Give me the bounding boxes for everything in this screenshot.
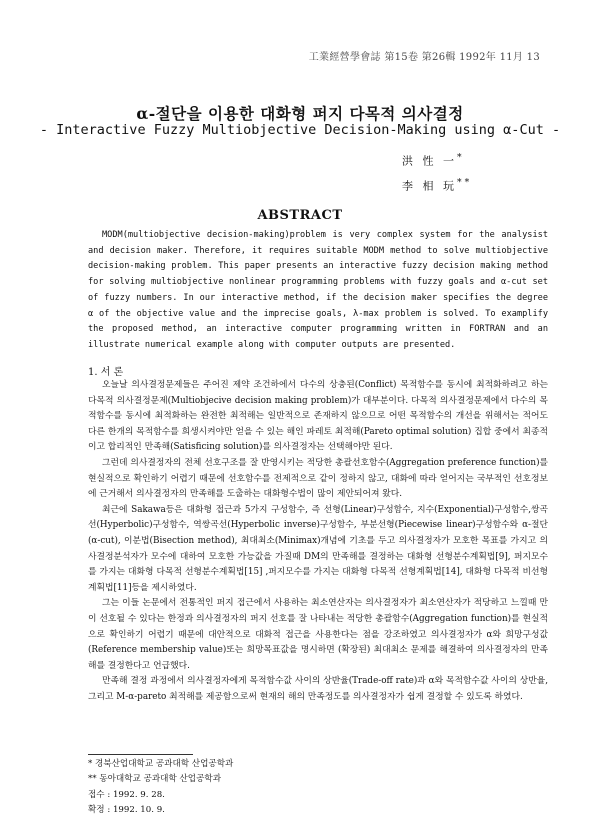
author-2-name: 李 相 玩	[402, 179, 457, 193]
author-2-mark: **	[457, 177, 473, 188]
title-english: - Interactive Fuzzy Multiobjective Decision-Making using α-Cut -	[39, 122, 561, 138]
author-1-name: 洪 性 一	[402, 154, 457, 168]
journal-header: 工業經營學會誌 第15卷 第26輯 1992年 11月 13	[308, 52, 540, 63]
received-date: 접수 : 1992. 9. 28.	[88, 789, 165, 800]
accepted-date: 확정 : 1992. 10. 9.	[88, 804, 165, 815]
footnote-divider	[88, 754, 193, 755]
author-1	[402, 152, 465, 169]
section-body	[88, 378, 548, 705]
paragraph: 그는 이들 논문에서 전통적인 퍼지 접근에서 사용하는 최소연산자는 의사결정자가 최소연산자가 적당하고 느낄때 만이 선호될 수 있다는 한정과 의사결정자의 퍼지 선호를 잘 나타내는 적당한 총괄함수(Aggregation function)를 현실적으로 확인하기 어렵기 때문에 대안적으로 대화적 접근을 사용한다는 점을 강조하였고 의사결정자가 α와 희망구성값(Reference membership value)또는 희망목표값을 명시하면 (확장된) 최대최소 문제를 해결하여 의사결정자의 만족해를 결정한다고 언급했다.	[88, 598, 548, 671]
footnote-affiliation-1: * 경북산업대학교 공과대학 산업공학과	[88, 759, 234, 769]
footnotes	[88, 757, 233, 818]
paragraph: 오늘날 의사결정문제들은 주어진 제약 조건하에서 다수의 상충된(Conflict) 목적함수를 동시에 최적화하려고 하는 다목적 의사결정문제(Multiobjecive decision making problem)가 대부분이다. 다목적 의사결정문제에서 다수의 목적함수를 동시에 최적화하는 완전한 최적해는 일반적으로 존재하지 않으므로 어떤 목적함수의 개선을 위해서는 적어도 다른 한개의 목적함수를 희생시켜야만 얻을 수 있는 해인 파레토 최적해(Pareto optimal solution) 집합 중에서 최종적이고 합리적인 만족해(Satisficing solution)를 의사결정자는 선택해야만 된다.	[88, 380, 548, 453]
paragraph: 최근에 Sakawa등은 대화형 접근과 5가지 구성함수, 즉 선형(Linear)구성함수, 지수(Exponential)구성함수,쌍곡선(Hyperbolic)구성함수, 역쌍곡선(Hyperbolic inverse)구성함수, 부분선형(Piecewise linear)구성함수와 α-절단(α-cut), 이분법(Bisection method), 최대최소(Minimax)개념에 기초를 두고 의사결정자가 모호한 목표를 가지고 의사결정분석자가 모수에 대하여 모호한 가능값을 가질때 DM의 만족해를 결정하는 대화형 선형분수계획법[9], 퍼지모수를 가지는 대화형 다목적 선형분수계획법[15] ,퍼지모수를 가지는 대화형 다목적 선형계획법[14], 대화형 다목적 비선형계획법[11]등을 제시하였다.	[88, 504, 548, 593]
abstract-heading: ABSTRACT	[257, 208, 343, 223]
author-1-mark: *	[457, 152, 465, 163]
abstract-text: MODM(multiobjective decision-making)problem is very complex system for the analysist and decision maker. Therefore, it requires suitable MODM method to solve multiobjective decision-making problem. This paper presents an interactive fuzzy decision making method for solving multiobjective nonlinear programming problems with fuzzy goals and α-cut set of fuzzy numbers. In our interactive method, if the decision maker specifies the degree α of the objective value and the imprecise goals, λ-max problem is solved. To examplify the proposed method, an interactive computer programming written in FORTRAN and an illustrate numerical example along with computer outputs are presented.	[88, 230, 548, 350]
title-korean: α-절단을 이용한 대화형 퍼지 다목적 의사결정	[136, 104, 464, 123]
author-2	[402, 177, 472, 194]
paragraph: 만족해 결정 과정에서 의사결정자에게 목적함수값 사이의 상반율(Trade-off rate)과 α와 목적함수값 사이의 상반율, 그리고 M-α-pareto 최적해를 제공함으로써 현재의 해의 만족정도를 의사결정자가 쉽게 결정할 수 있도록 하였다.	[88, 676, 548, 702]
paragraph: 그런데 의사결정자의 전체 선호구조를 잘 반영시키는 적당한 총괄선호함수(Aggregation preference function)를 현실적으로 확인하기 어렵기 때문에 선호함수를 전제적으로 같이 정하지 않고, 대화에 따라 얻어지는 국부적인 선호정보에 근거해서 의사결정자의 만족해를 도출하는 대화형수법이 많이 제안되어져 왔다.	[88, 457, 548, 500]
footnote-affiliation-2: ** 동아대학교 공과대학 산업공학과	[88, 774, 222, 785]
section-heading: 1. 서 론	[88, 367, 124, 378]
